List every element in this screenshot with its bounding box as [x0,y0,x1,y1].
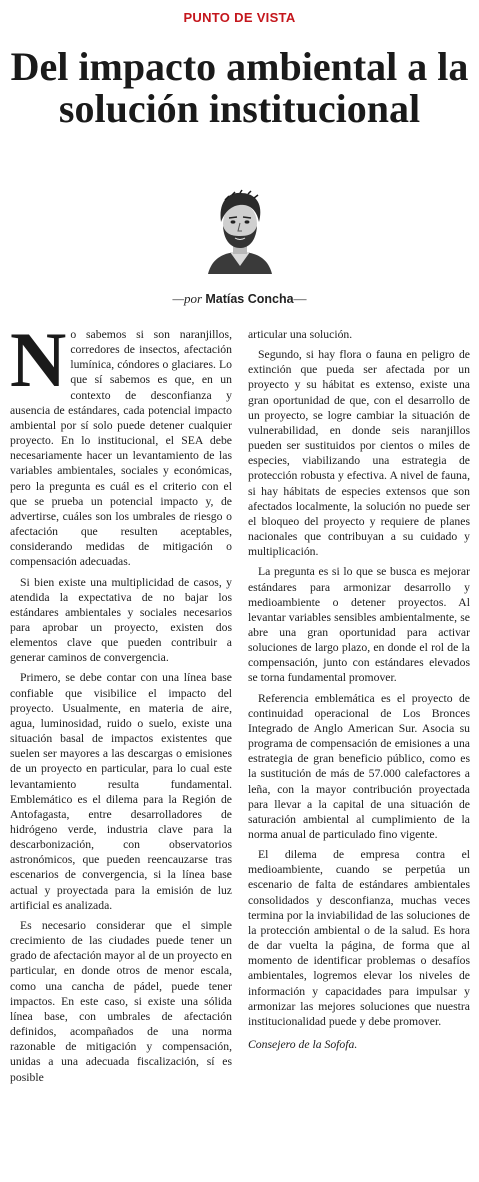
headline: Del impacto ambiental a la solución institucional [10,44,469,131]
byline [0,291,479,307]
article-paragraph: La pregunta es si lo que se busca es mejorar estándares para armonizar desarrollo y medioambiente o detener proyectos. Al levantar variables sensibles ambientalmente, se abre una gran oportunidad para activar soluciones de largo plazo, en donde el rol de la compensación, junto con estándares elevados se torna fundamental promover. [248,565,470,685]
author-portrait [204,186,276,274]
author-signature: Consejero de la Sofofa. [248,1038,358,1052]
article-paragraph: Es necesario considerar que el simple crecimiento de las ciudades puede tener un grado de afectación mayor al de un proyecto en particular, en donde otros de menor escala, como una cancha de pádel, puede tener impactos. En este caso, si existe una sólida línea base, con umbrales de afectación definidos, acompañados de una norma razonable de mitigación y compensación, unidas a una adecuada fiscalización, sí es posible [10,918,232,1084]
article-column-right [248,327,470,1057]
article-column-left [10,316,232,1090]
article-paragraph: Primero, se debe contar con una línea base confiable que visibilice el impacto del proyecto. Usualmente, en materia de aire, agua, luminosidad, ruido o suelo, existe una situación basal de impactos existentes que suelen ser mayores a las descargas o emisiones de un proyecto en particular, para lo cual este levantamiento resulta fundamental. Emblemático es el dilema para la Región de Antofagasta, entre desarrolladores de hidrógeno verde, industria clave para la descarbonización, con observatorios astronómicos, que pueden reencauzarse tras escenarios de convergencia, si la línea base actual y proyectada para la emisión de luz artificial es analizada. [10,671,232,912]
byline-prefix: —por [172,291,203,306]
paragraph-text: o sabemos si son naranjillos, corredores de insectos, afectación lumínica, cóndores o glaciares. Lo que sí sabemos es que, en un contexto de desconfianza y ausencia de estándares, cada potencial impacto ambiental por sí solo puede detener cualquier proyecto. En lo institucional, el SEA debe necesariamente hacer un levantamiento de las variables ambientales, sociales y económicas, pero la pregunta es cuál es el criterio con el que se prueba un potencial impacto y, de advertirse, cuáles son los umbrales de riesgo o afectación que resulten aceptables, considerando medidas de mitigación o compensación adecuadas. [10,328,232,569]
article-paragraph: Si bien existe una multiplicidad de casos, y atendida la expectativa de no bajar los estándares ambientales y sociales necesarios para aprobar un proyecto, existen dos elementos clave que pueden contribuir a generar caminos de convergencia. [10,575,232,665]
author-name: Matías Concha [205,292,294,306]
byline-suffix: — [293,291,307,306]
drop-cap: N [10,316,67,403]
article-paragraph: articular una solución. [248,328,353,341]
article-paragraph: El dilema de empresa contra el medioambiente, cuando se perpetúa un escenario de falta de estándares ambientales consolidados y desconfianza, muchas veces termina por la inviabilidad de las soluciones de la protección ambiental o de la salud. Es hora de dar vuelta la página, de forma que al momento de identificar problemas o desafíos ambientales, logremos elevar los niveles de información y capacidades para impulsar y armonizar las mejores soluciones que nuestra institucionalidad puede y debe promover. [248,848,470,1028]
article-paragraph: Segundo, si hay flora o fauna en peligro de extinción que pueda ser afectada por un proyecto y su hábitat es extenso, existe una gran oportunidad de que, con el desarrollo de un proyecto, se logre cambiar la situación de vulnerabilidad, en donde seis naranjillos pueden ser sustituidos por cientos o miles de especies, viabilizando una estrategia de protección robusta y efectiva. A nivel de fauna, si hay hábitats de especies extensos que son afectados localmente, la solución no puede ser el bloqueo del proyecto y requiere de planes nacionales que contribuyan a su cuidado y multiplicación. [248,348,470,559]
section-label: PUNTO DE VISTA [183,10,296,25]
article-paragraph: Referencia emblemática es el proyecto de continuidad operacional de Los Bronces Integrado de Anglo American Sur. Asocia su programa de compensación de emisiones a una estrategia de gran beneficio público, como es la sustitución de más de 57.000 calefactores a leña, con la mayor contribución proyectada para llevar a la capital de una situación de saturación ambiental al cumplimiento de la norma anual de particulado fino vigente. [248,691,470,841]
article-paragraph [10,316,232,570]
